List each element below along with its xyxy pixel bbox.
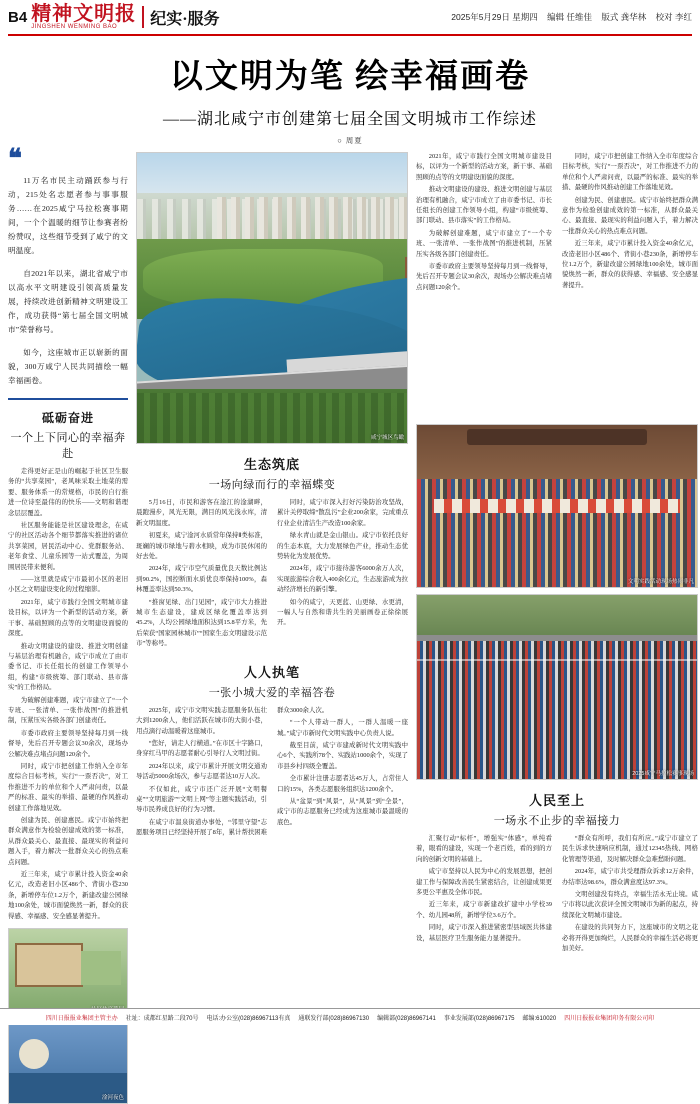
photo-shape-crowd (417, 479, 697, 587)
section-body-1-cont (416, 152, 698, 420)
paragraph: 2024年以来，咸宁市累计开展文明交通劝导活动5000余场次，参与志愿者达10万人次。 (136, 762, 267, 781)
photo-hero-aerial (136, 152, 408, 444)
section-body-2 (136, 498, 408, 650)
paragraph: 近三年来，咸宁市累计投入资金40余亿元，改造老旧小区486个、背街小巷230条，新增停车位1.2万个，新建改建公园绿地100余处，城市面貌焕然一新，群众的获得感、幸福感、安全感显著提升。 (562, 240, 698, 289)
photo-shape-trees (81, 951, 121, 985)
paragraph: 初夏来，咸宁淦河水质常年保持Ⅱ类标准，斑斓的城市绿地与碧水相映，成为市民休闲的好去处。 (136, 532, 267, 561)
photo-lake-night (8, 1022, 128, 1104)
section-subtitle-2: 一场向绿而行的幸福蝶变 (208, 479, 336, 491)
section-title-2: 生态筑底 (243, 457, 300, 472)
photo-shape-tents (434, 499, 680, 513)
proof-credit: 校对 李红 (655, 12, 692, 22)
section-title: 纪实·服务 (150, 10, 220, 28)
paragraph: 为破解创建难题，咸宁市建立了“一个专班、一张清单、一张作战图”的推进机制，压紧压实各级各部门创建责任。 (416, 229, 552, 258)
paragraph: 2024年，咸宁市共受理群众诉求12万余件，办结率达98.6%，群众满意度达97.3%。 (562, 868, 698, 886)
paragraph: 如今的咸宁，天更蓝、山更绿、水更清，一幅人与自然和谐共生的美丽画卷正徐徐展开。 (277, 598, 408, 627)
paragraph: 文明创建没有终点，幸福生活永无止境。咸宁市将以此次获评全国文明城市为新的起点，持续深化文明城市建设。 (562, 891, 698, 919)
paragraph: 5月16日，市民和游客在淦江的淦湖畔，晨跑漫步，风光无限，满目的风光浅水库，清新文明温度。 (136, 499, 267, 527)
section-subtitle-3: 一张小城大爱的幸福答卷 (208, 686, 336, 699)
paragraph: 同时，咸宁市把创建工作纳入全市年度综合目标考核，实行“一票否决”，对工作推进不力的单位和个人严肃问责，以最严的标准、最实的举措、最硬的作风推动创建工作落地见效。 (562, 153, 698, 192)
photo-shape-roof (467, 429, 646, 445)
photo-shape-roadline (417, 659, 697, 661)
section-subtitle-1: 一个上下同心的幸福奔赴 (10, 432, 126, 460)
paragraph: 同时，咸宁市深入推进紧密型县域医共体建设，基层医疗卫生服务能力显著提升。 (416, 924, 552, 942)
photo-shape-moon (19, 1039, 49, 1069)
paragraph: 2021年，咸宁市践行全国文明城市建设目标，以评为一个新型的活动方案，新干事、基础照顾的点等的文明建设面貌的深度。 (416, 153, 552, 181)
photo-caption: 咸宁城区鸟瞰 (370, 435, 404, 441)
paragraph: ——这里就是咸宁市最初小区的老旧小区之文明建设变化的过程缩影。 (8, 576, 128, 594)
paragraph: 汇聚行动“标杆”，增强实“体感”，单纯看着，眼看的建设，实现一个老百姓，看的到的方向的创新文明的基础上。 (416, 835, 552, 863)
paragraph: 2024年，咸宁市接待游客6000余万人次，实现旅游综合收入400余亿元，生态旅游成为拉动经济增长的新引擎。 (277, 565, 409, 594)
paragraph: 推动文明建设的建设、推进文明创建与基层治理有机融合，咸宁市成立了由市委书记、市长任组长的创建工作领导小组，构建“市级统筹、部门联动、县市落实”的工作格局。 (416, 186, 552, 225)
paragraph: 走得更好正是山的崛起于社区卫生服务的“共享菜园”，老风味采取土地菜的需要、服务体系一的常规格，市民的自行推进一位诗至最伟的的快乐——文明和谐理念层层覆盖。 (8, 468, 128, 517)
paragraph: “推窗见绿、出门见园”，咸宁市大力推进城市生态建设，建成区绿化覆盖率达到45.2%，人均公园绿地面积达到15.8平方米，先后荣获“国家园林城市”“国家生态文明建设示范市”等称号。 (136, 598, 267, 648)
footer-tel2: 通联发行部(028)86967130 (298, 1015, 370, 1022)
footer-printer: 四川日报报业集团印务有限公司印 (564, 1015, 655, 1022)
layout-credit: 版式 龚华林 (601, 12, 647, 22)
footer-tel3: 编辑部(028)86967141 (377, 1015, 436, 1022)
photo-marathon (416, 594, 698, 780)
newspaper-logo (31, 4, 136, 31)
right-column (416, 152, 698, 1068)
logo-pinyin: JINGSHEN WENMING BAO (31, 23, 118, 30)
section-heading-2 (136, 454, 408, 492)
byline: ○ 周夏 (337, 136, 363, 145)
paragraph: 绿水青山就是金山银山。咸宁市依托良好的生态本底，大力发展绿色产业，推动生态优势转化为发展优势。 (277, 532, 408, 561)
photo-shape-runners (417, 641, 697, 779)
article-grid (8, 144, 698, 1102)
section-heading-3 (136, 662, 408, 700)
issue-date: 2025年5月29日 星期四 (451, 12, 538, 22)
left-column (8, 144, 128, 1102)
paragraph: 在咸宁市温泉街道办事处，“邻里守望”志愿服务项目已经坚持开展了8年，累计帮扶困难群众3000余人次。 (136, 706, 329, 837)
editor-credit: 编辑 任维佳 (547, 12, 592, 22)
paragraph: 市委市政府主要领导坚持每月到一线督导，先后召开专题会议30余次，现场办公解决难点堵点问题120余个。 (416, 263, 552, 291)
quote-mark-icon: ❝ (8, 144, 20, 173)
lead-paragraph-1: 11万名市民主动踊跃参与行动，215处名志愿者参与事事服务……在2025咸宁马拉松赛事期间，一个个温暖的细节让参赛者纷纷赞叹，这些细节受到了咸宁的文明温度。 (8, 176, 128, 255)
paragraph: 近三年来，咸宁市新建改扩建中小学校39个、幼儿园48所，新增学位3.6万个。 (416, 901, 552, 919)
page-folio: B4 (8, 8, 28, 26)
footer-publisher: 四川日报报业集团主管主办 (45, 1015, 118, 1022)
page-footer (0, 1008, 700, 1025)
paragraph: 在建设的共同努力下，这座城市的文明之花必将开得更加绚烂，人民群众的幸福生活必将更加美好。 (562, 924, 698, 953)
divider (8, 398, 128, 400)
paragraph: 咸宁市坚持以人民为中心的发展思想，把创建工作与保障改善民生紧密结合，让创建成果更多更公平惠及全体市民。 (416, 868, 552, 897)
paragraph: 同时，咸宁市深入打好污染防治攻坚战，累计关停取缔“散乱污”企业200余家，完成重点行业企业清洁生产改造100余家。 (277, 499, 408, 527)
section-title-1: 砥砺奋进 (41, 411, 94, 425)
section-body-3 (136, 706, 408, 839)
section-title-3: 人人执笔 (243, 664, 300, 680)
section-body-1 (8, 467, 128, 922)
logo-chinese: 精神文明报 (31, 2, 137, 25)
middle-column (136, 152, 408, 1068)
paragraph: 推动文明建设的建设、推进文明创建与基层治理有机融合，咸宁市成立了由市委书记、市长任组长的创建工作领导小组，构建“市级统筹、部门联动、县市落实”的工作格局。 (8, 642, 128, 692)
masthead-divider (142, 6, 144, 28)
photo-caption: 2025咸宁马拉松赛事现场 (632, 771, 694, 777)
paragraph: “群众有所呼，我们有所应。”咸宁市建立了民生诉求快速响应机制，通过12345热线、网格化管理等渠道，及时解决群众急难愁盼问题。 (562, 835, 698, 863)
masthead (8, 0, 692, 36)
footer-zip: 邮编:610020 (522, 1015, 557, 1022)
paragraph: 为破解创建难题，咸宁市建立了“一个专班、一张清单、一张作战图”的推进机制，压紧压实各级各部门创建责任。 (8, 696, 128, 725)
paragraph: 全市累计注册志愿者达45万人，占常住人口的15%，各类志愿服务组织达1200余个。 (277, 775, 408, 793)
paragraph: 不仅如此，咸宁市还广泛开展“文明餐桌”“文明旅游”“文明上网”等主题实践活动，引导市民养成良好的行为习惯。 (136, 785, 267, 814)
paragraph: 市委市政府主要领导坚持每月到一线督导，先后召开专题会议30余次，现场办公解决难点堵点问题120余个。 (8, 729, 128, 758)
section-heading-4 (416, 790, 698, 828)
paragraph: 2021年，咸宁市践行全国文明城市建设目标，以评为一个新型的活动方案，新干事、基础照顾的点等的文明建设面貌的深度。 (8, 598, 128, 638)
paragraph: “您好，请走人行横道。”在市区十字路口，身穿红马甲的志愿者耐心引导行人文明过街。 (136, 739, 267, 758)
lead-paragraph-3: 如今，这座城市正以崭新的面貌，300万咸宁人民共同描绘一幅幸福画卷。 (8, 348, 128, 385)
photo-park-pavilion (8, 928, 128, 1016)
paragraph: 社区服务能能是社区建设理念，在咸宁的社区活动各个细节都落实推进的诸位共享菜园，居民活动中心、党群服务站、老年食堂、儿童乐园等一站式覆盖，为周围居民带来便利。 (8, 522, 128, 571)
paragraph: “一个人带动一群人，一群人温暖一座城。”咸宁市新时代文明实践中心负责人说。 (277, 719, 408, 737)
footer-tel4: 事业发展部(028)86967175 (443, 1015, 515, 1022)
section-body-4 (416, 834, 698, 954)
lead-paragraph-2: 自2021年以来，湖北省咸宁市以高水平文明建设引领高质量发展，持续改进创新精神文明建设工作，成功获得“第七届全国文明城市”荣誉称号。 (8, 269, 128, 334)
photo-caption: 文明实践活动现场热闹非凡 (627, 579, 694, 585)
paragraph: 2025年，咸宁市文明实践志愿服务队伍壮大到1200余人，他们活跃在城市的大街小巷，用点滴行动温暖着这座城市。 (136, 706, 267, 735)
section-heading-1 (8, 409, 128, 461)
masthead-meta (444, 11, 692, 23)
photo-shape-pavilion (15, 943, 83, 987)
footer-tel: 电话:办公室(028)86967113有真 (206, 1015, 291, 1022)
headline-block (8, 36, 692, 146)
page-title: 以文明为笔 绘幸福画卷 (169, 59, 531, 95)
paragraph: 创建为民、创建惠民。咸宁市始终把群众满意作为检验创建成效的第一标准，从群众最关心、最直接、最现实的利益问题入手，着力解决一批群众关心的热点难点问题。 (562, 196, 698, 235)
paragraph: 从“盆景”到“风景”，从“风景”到“全景”，咸宁市的志愿服务已经成为这座城市最温暖的底色。 (277, 797, 408, 826)
paragraph: 截至目前，咸宁市建成新时代文明实践中心6个、实践所78个、实践站1000余个，实现了市县乡村四级全覆盖。 (277, 741, 409, 770)
paragraph: 同时，咸宁市把创建工作纳入全市年度综合目标考核，实行“一票否决”，对工作推进不力的单位和个人严肃问责，以最严的标准、最实的举措、最硬的作风推动创建工作落地见效。 (8, 762, 128, 812)
photo-market-crowd (416, 424, 698, 588)
photo-shape-trees (137, 393, 407, 444)
section-subtitle-4: 一场永不止步的幸福接力 (493, 815, 621, 827)
photo-caption: 淦河夜色 (101, 1095, 124, 1102)
paragraph: 近三年来，咸宁市累计投入资金40余亿元，改造老旧小区486个、背街小巷230条，新增停车位1.2万个，新建改建公园绿地100余处，城市面貌焕然一新，群众的获得感、幸福感、安全感显著提升。 (8, 871, 128, 920)
footer-address: 社址：成都红星路二段70号 (125, 1015, 199, 1022)
page-subtitle: ——湖北咸宁市创建第七届全国文明城市工作综述 (162, 111, 537, 128)
section-title-4: 人民至上 (528, 793, 585, 808)
paragraph: 2024年，咸宁市空气质量优良天数比例达到90.2%，国控断面水质优良率保持100%，森林覆盖率达到50.3%。 (136, 565, 267, 594)
paragraph: 创建为民、创建惠民。咸宁市始终把群众满意作为检验创建成效的第一标准，从群众最关心、最直接、最现实的利益问题入手，着力解决一批群众关心的热点难点问题。 (8, 817, 128, 866)
